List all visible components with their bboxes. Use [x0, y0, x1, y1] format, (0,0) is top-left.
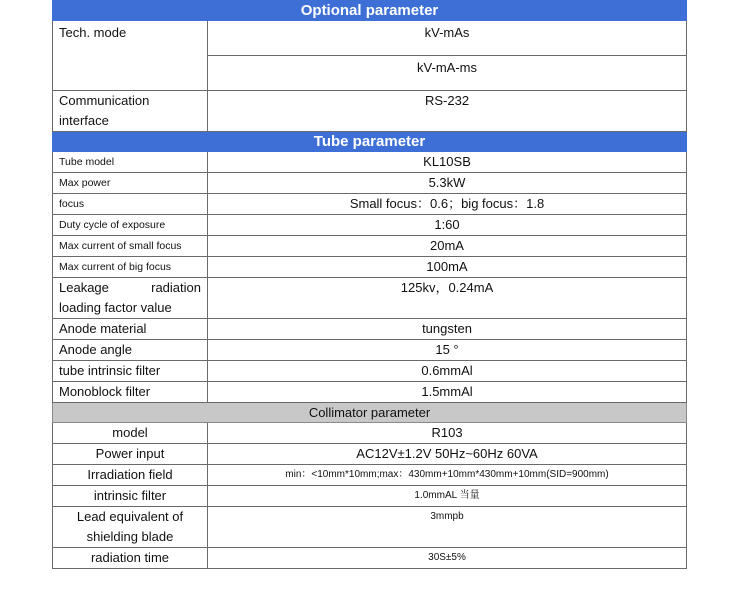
tech-mode-label: Tech. mode: [53, 21, 208, 91]
tube-intrinsic-filter-value: 0.6mmAl: [208, 361, 687, 382]
duty-cycle-value: 1:60: [208, 215, 687, 236]
tech-mode-row-1: [53, 21, 687, 56]
collimator-parameter-header: Collimator parameter: [53, 403, 687, 423]
tube-parameter-header-row: [53, 132, 687, 152]
monoblock-filter-label: Monoblock filter: [53, 382, 208, 403]
collimator-intrinsic-filter-label: intrinsic filter: [53, 486, 208, 507]
tube-row: [53, 319, 687, 340]
tube-row: [53, 257, 687, 278]
max-power-label: Max power: [53, 173, 208, 194]
communication-label-line-1: Communication: [59, 93, 150, 108]
tube-row: [53, 152, 687, 173]
collimator-intrinsic-filter-value: 1.0mmAL 当量: [208, 486, 687, 507]
communication-value: RS-232: [208, 91, 687, 132]
tube-parameter-header: Tube parameter: [53, 132, 687, 152]
max-power-value: 5.3kW: [208, 173, 687, 194]
tube-row: [53, 173, 687, 194]
collimator-model-value: R103: [208, 423, 687, 444]
lead-equivalent-value: 3mmpb: [208, 507, 687, 548]
tube-row: [53, 361, 687, 382]
tube-model-label: Tube model: [53, 152, 208, 173]
power-input-label: Power input: [53, 444, 208, 465]
leakage-label-line-2: loading factor value: [59, 300, 172, 315]
focus-label: focus: [53, 194, 208, 215]
radiation-time-label: radiation time: [53, 548, 208, 569]
leakage-value: 125kv，0.24mA: [208, 278, 687, 319]
tech-mode-value-2: kV-mA-ms: [208, 56, 687, 91]
communication-row: [53, 91, 687, 132]
leakage-label: [53, 278, 208, 319]
anode-angle-value: 15 °: [208, 340, 687, 361]
collimator-row: [53, 423, 687, 444]
irradiation-field-value: min：<10mm*10mm;max：430mm+10mm*430mm+10mm(SID=900mm): [208, 465, 687, 486]
collimator-parameter-header-row: [53, 403, 687, 423]
communication-label: [53, 91, 208, 132]
anode-material-label: Anode material: [53, 319, 208, 340]
tech-mode-value-1: kV-mAs: [208, 21, 687, 56]
big-focus-current-value: 100mA: [208, 257, 687, 278]
radiation-word: radiation: [151, 280, 201, 295]
leakage-word: Leakage: [59, 280, 109, 295]
tube-model-value: KL10SB: [208, 152, 687, 173]
big-focus-current-label: Max current of big focus: [53, 257, 208, 278]
collimator-row: [53, 486, 687, 507]
tube-row: [53, 194, 687, 215]
collimator-row: [53, 465, 687, 486]
duty-cycle-label: Duty cycle of exposure: [53, 215, 208, 236]
small-focus-current-label: Max current of small focus: [53, 236, 208, 257]
parameter-sheet: [52, 0, 686, 569]
collimator-row: [53, 444, 687, 465]
optional-parameter-header: Optional parameter: [53, 1, 687, 21]
lead-equivalent-label-line-1: Lead equivalent of: [76, 509, 184, 524]
lead-equivalent-row: [53, 507, 687, 548]
anode-angle-label: Anode angle: [53, 340, 208, 361]
tube-row: [53, 340, 687, 361]
monoblock-filter-value: 1.5mmAl: [208, 382, 687, 403]
tube-row: [53, 382, 687, 403]
leakage-label-line-1: [59, 278, 207, 298]
irradiation-field-label: Irradiation field: [53, 465, 208, 486]
small-focus-current-value: 20mA: [208, 236, 687, 257]
tube-row: [53, 215, 687, 236]
collimator-model-label: model: [53, 423, 208, 444]
tube-row: [53, 236, 687, 257]
focus-value: Small focus：0.6；big focus：1.8: [208, 194, 687, 215]
lead-equivalent-label-line-2: shielding blade: [86, 529, 174, 544]
tube-intrinsic-filter-label: tube intrinsic filter: [53, 361, 208, 382]
communication-label-line-2: interface: [59, 113, 109, 128]
radiation-time-row: [53, 548, 687, 569]
leakage-row: [53, 278, 687, 319]
parameter-table: [52, 0, 687, 569]
optional-parameter-header-row: [53, 1, 687, 21]
lead-equivalent-label: [53, 507, 208, 548]
power-input-value: AC12V±1.2V 50Hz~60Hz 60VA: [208, 444, 687, 465]
radiation-time-value: 30S±5%: [208, 548, 687, 569]
anode-material-value: tungsten: [208, 319, 687, 340]
